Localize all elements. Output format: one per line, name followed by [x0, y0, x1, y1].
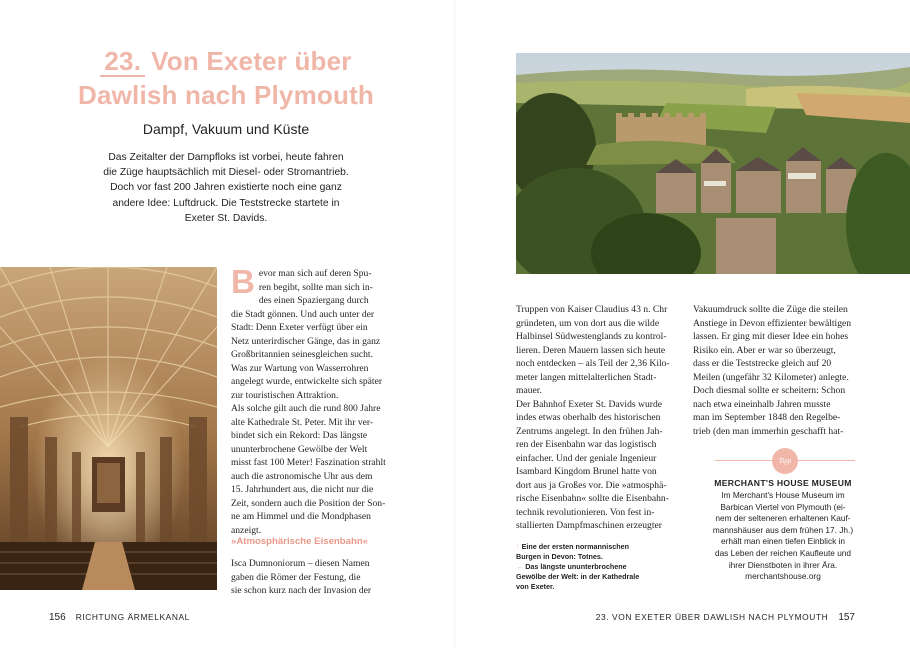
running-head-right: 23. VON EXETER ÜBER DAWLISH NACH PLYMOUTH — [595, 612, 829, 622]
body-line: Großbritannien seinesgleichen sucht. — [231, 349, 373, 360]
tip-title: MERCHANT'S HOUSE MUSEUM — [714, 478, 852, 488]
body-line: bindet sich ein Rekord: Das längste — [231, 430, 368, 441]
photo-captions — [516, 542, 664, 592]
tip-line: ihrer Dienstboten in ihrer Ära. — [728, 559, 838, 570]
caption-text: Eine der ersten normannischen — [521, 542, 630, 551]
body-line: trieb (den man immerhin geschafft hat- — [693, 425, 844, 437]
body-column-3 — [693, 303, 855, 438]
body-line: mauer. — [516, 385, 542, 396]
arrow-up-icon: ↑ — [516, 542, 520, 551]
body-line: ununterbrochene Gewölbe der Welt — [231, 443, 368, 455]
caption-text: Gewölbe der Welt: in der Kathedrale — [516, 572, 640, 581]
tip-line: nem der selteneren erhaltenen Kauf- — [715, 513, 851, 524]
arrow-left-icon: ← — [516, 562, 524, 571]
chapter-subtitle: Dampf, Vakuum und Küste — [142, 121, 310, 137]
body-line: stallierten Dampfmaschinen erzeugter — [516, 520, 662, 531]
body-line: 15. Jahrhundert aus, die nicht nur die — [231, 484, 374, 495]
totnes-castle-photo — [516, 53, 910, 274]
body-line: Als solche gilt auch die rund 800 Jahre — [231, 403, 381, 414]
chapter-title-line1 — [76, 45, 376, 77]
caption-1 — [516, 542, 664, 552]
cathedral-photo — [0, 267, 217, 590]
body-column-1-continued — [231, 557, 391, 598]
body-line: Was zur Wartung von Wasserrohren — [231, 362, 369, 374]
body-line: indes etwas oberhalb des historischen — [516, 412, 661, 423]
intro-line: andere Idee: Luftdruck. Die Teststrecke startete in — [112, 197, 340, 209]
body-line: Vakuumdruck sollte die Züge die steilen — [693, 304, 848, 315]
body-line: nach etwa eineinhalb Jahren musste — [693, 398, 831, 410]
right-page-footer — [596, 612, 855, 623]
chapter-title-line2: Dawlish nach Plymouth — [77, 80, 375, 110]
body-line: ne am Himmel und die Mondphasen — [231, 511, 371, 522]
intro-line: Das Zeitalter der Dampfloks ist vorbei, heute fahren — [108, 152, 344, 163]
intro-line: Doch vor fast 200 Jahren existierte noch eine ganz — [110, 182, 342, 194]
tip-line: das Leben der reichen Kaufleute und — [714, 547, 852, 558]
body-line: ren der Eisenbahn war das logistisch — [516, 439, 657, 450]
body-line: alte Kathedrale St. Peter. Mit ihr ver- — [231, 416, 374, 428]
running-head-left: RICHTUNG ÄRMELKANAL — [75, 612, 190, 622]
body-line: Doch diesmal sollte er scheitern: Schon — [693, 385, 846, 396]
left-page-footer — [49, 612, 190, 623]
body-line: Stadt: Denn Exeter verfügt über ein — [231, 322, 368, 333]
caption-text: Burgen in Devon: Totnes. — [516, 552, 603, 561]
body-line: technik revolutionieren. Von fest in- — [516, 506, 655, 518]
page-number-left: 156 — [49, 612, 66, 623]
body-line: dass er die Teststrecke gleich auf 20 — [693, 358, 832, 369]
tip-line: mannshäuser aus dem frühen 17. Jh.) — [712, 524, 854, 535]
tip-line: erhält man einen tiefen Einblick in — [720, 536, 846, 547]
body-line: evor man sich auf deren Spu- — [258, 268, 372, 279]
body-line: misst fast 100 Meter! Faszination strahlt — [231, 457, 386, 468]
body-line: einfacher. Und der geniale Ingenieur — [516, 452, 657, 464]
body-line: angelegt wurde, entwickelte sich später — [231, 376, 383, 387]
body-line: gaben die Römer der Festung, die — [231, 571, 361, 583]
chapter-title-text-1: Von Exeter über — [151, 46, 352, 76]
body-line: Isca Dumnoniorum – diesen Namen — [231, 558, 370, 569]
body-line: Meilen (ungefähr 32 Kilometer) anlegte. — [693, 371, 849, 383]
drop-cap: B — [231, 263, 255, 300]
body-line: Isambard Kingdom Brunel hatte von — [516, 466, 657, 477]
body-line: auch die astronomische Uhr aus dem — [231, 470, 373, 482]
body-line: man im September 1848 den Regelbe- — [693, 412, 841, 423]
body-line: Truppen von Kaiser Claudius 43 n. Chr — [516, 304, 668, 315]
chapter-number: 23. — [100, 47, 145, 77]
body-line: ren begibt, sollte man sich in- — [258, 281, 373, 293]
tip-line: Im Merchant's House Museum im — [721, 490, 845, 500]
caption-text: Das längste ununterbrochene — [525, 562, 627, 571]
body-line: Zeit, sondern auch die Position der Son- — [231, 497, 386, 509]
body-line: Netz unterirdischer Gänge, das in ganz — [231, 335, 381, 347]
body-line: dort aus ja Großes vor. Die »atmosphä- — [516, 479, 667, 491]
body-line: Zentrums angelegt. In den frühen Jah- — [516, 425, 663, 437]
body-line: des einen Spaziergang durch — [258, 295, 369, 306]
intro-line: die Züge hauptsächlich mit Diesel- oder Stromantrieb. — [103, 167, 349, 179]
body-line: lassen. Er ging mit dieser Idee ein hohes — [693, 331, 849, 342]
page-number-right: 157 — [838, 612, 855, 623]
chapter-intro — [92, 150, 360, 226]
body-line: meter langen mittelalterlichen Stadt- — [516, 371, 657, 383]
body-column-1 — [231, 263, 391, 537]
body-column-2 — [516, 303, 678, 533]
body-line: rische Eisenbahn« sollte die Eisenbahn- — [516, 493, 669, 504]
body-line: lieren. Deren Mauern lassen sich heute — [516, 344, 666, 356]
body-line: gründeten, um von dort aus die wilde — [516, 317, 660, 329]
caption-text: von Exeter. — [516, 582, 555, 591]
body-line: Halbinsel Südwestenglands zu kontrol- — [516, 331, 667, 342]
body-line: zur touristischen Attraktion. — [231, 389, 339, 401]
intro-line: Exeter St. Davids. — [184, 212, 268, 224]
tip-text — [693, 490, 873, 583]
tip-line: Barbican Viertel von Plymouth (ei- — [720, 501, 846, 512]
body-line: sie schon kurz nach der Invasion der — [231, 585, 372, 596]
body-line: Der Bahnhof Exeter St. Davids wurde — [516, 398, 663, 410]
body-line: Risiko ein. Aber er war so überzeugt, — [693, 344, 836, 356]
tip-badge: Tipp — [772, 448, 798, 474]
body-line: die Stadt gönnen. Und auch unter der — [231, 308, 375, 320]
body-line: Anstiege in Devon effizienter bewältigen — [693, 317, 852, 329]
caption-2 — [516, 562, 664, 572]
book-gutter — [454, 0, 456, 648]
tip-link[interactable]: merchantshouse.org — [745, 571, 821, 582]
body-line: anzeigt. — [231, 524, 262, 536]
section-subheading: »Atmosphärische Eisenbahn« — [231, 536, 369, 547]
body-line: noch entdecken – als Teil der 2,36 Kilo- — [516, 358, 670, 369]
